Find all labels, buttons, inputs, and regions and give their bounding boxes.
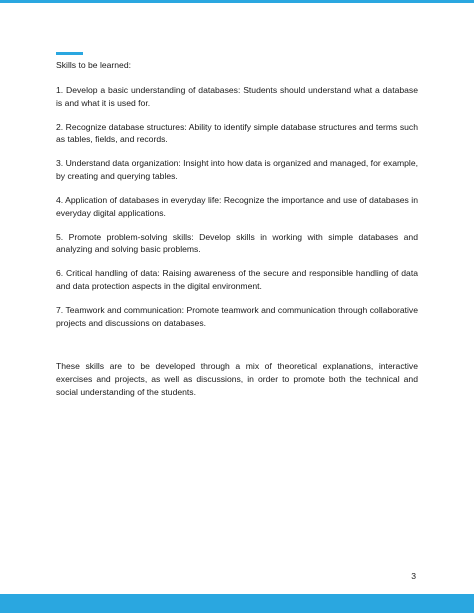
skill-item-5: 5. Promote problem-solving skills: Develop skills in working with simple databases and analyzing and solving basic problems. <box>56 231 418 255</box>
skill-item-2: 2. Recognize database structures: Ability to identify simple database structures and terms such as tables, fields, and records. <box>56 121 418 145</box>
skill-item-6: 6. Critical handling of data: Raising awareness of the secure and responsible handling of data and data protection aspects in the digital environment. <box>56 268 418 292</box>
bottom-accent-bar <box>0 594 474 613</box>
heading-accent-line <box>56 52 83 55</box>
section-heading: Skills to be learned: <box>56 60 131 70</box>
top-accent-bar <box>0 0 474 3</box>
page-content <box>56 52 418 398</box>
skill-item-3: 3. Understand data organization: Insight into how data is organized and managed, for example, by creating and querying tables. <box>56 158 418 181</box>
skill-item-4: 4. Application of databases in everyday life: Recognize the importance and use of databases in everyday digital applications. <box>56 195 418 218</box>
closing-paragraph: These skills are to be developed through a mix of theoretical explanations, interactive exercises and projects, as well as discussions, in order to promote both the technical and social understanding of the students. <box>56 361 418 397</box>
skill-item-1: 1. Develop a basic understanding of databases: Students should understand what a database is and what it is used for. <box>56 85 418 108</box>
page-number: 3 <box>411 571 416 581</box>
skill-item-7: 7. Teamwork and communication: Promote teamwork and communication through collaborative projects and discussions on databases. <box>56 305 418 328</box>
